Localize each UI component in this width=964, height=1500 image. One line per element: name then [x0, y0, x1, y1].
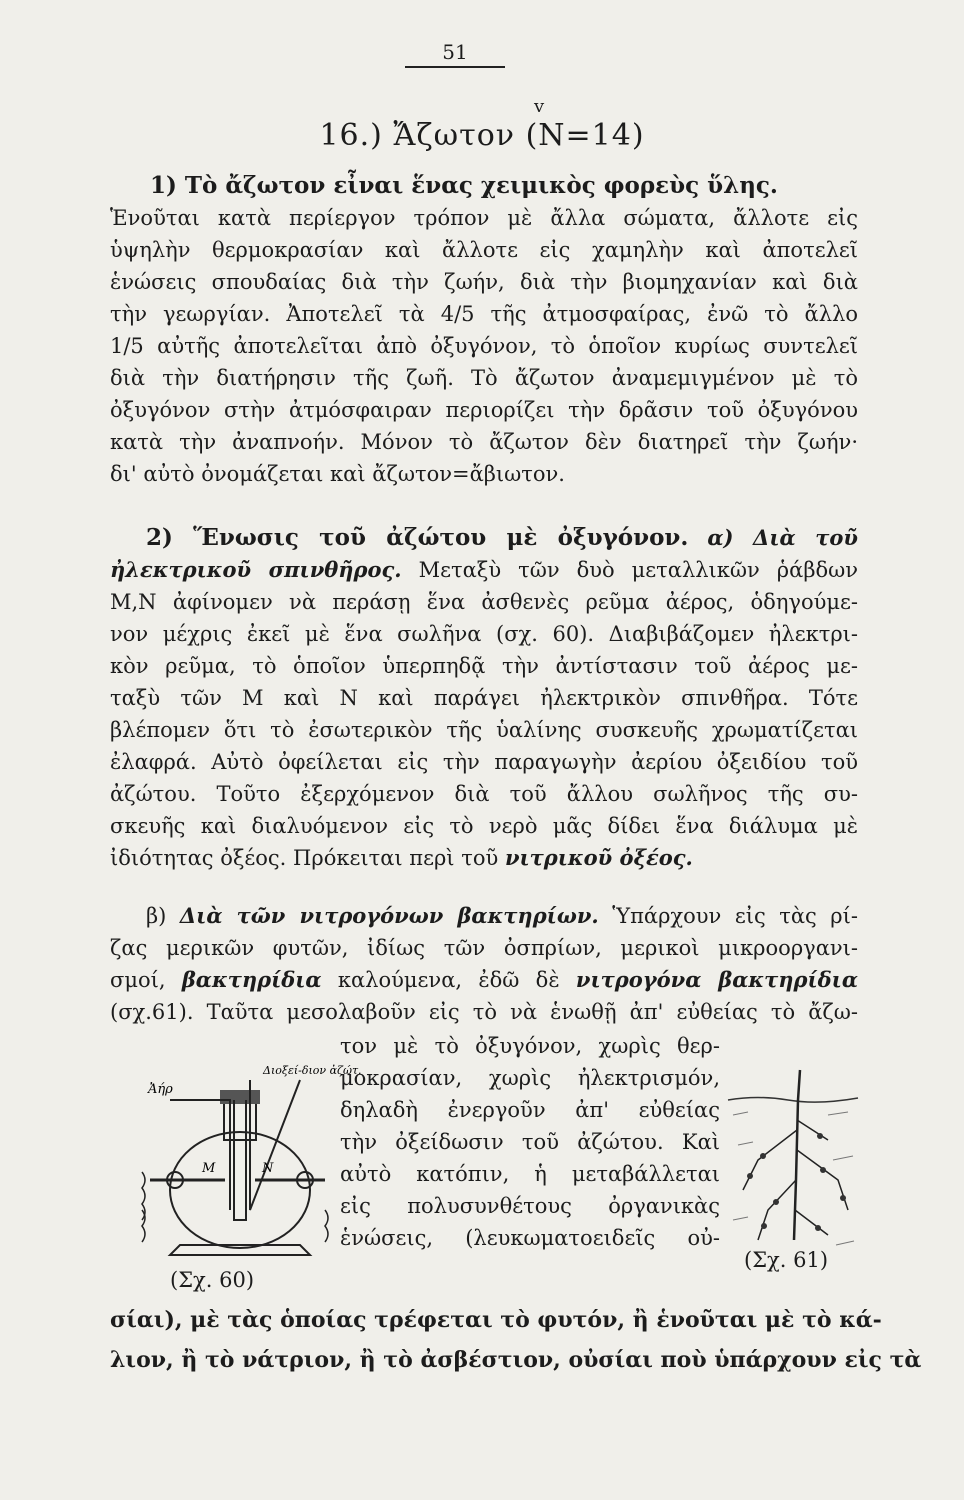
- section-1-heading: 1) Τὸ ἄζωτον εἶναι ἕνας χειμικὸς φορεὺς ὕλης.: [150, 172, 778, 199]
- paragraph-line: ὀξυγόνον στὴν ἀτμόσφαιραν περιορίζει τὴν δρᾶσιν τοῦ ὀξυγόνου: [110, 398, 858, 422]
- paragraph-line: ζας μερικῶν φυτῶν, ἰδίως τῶν ὀσπρίων, μερικοὶ μικροοργανι-: [110, 936, 858, 960]
- chapter-title: [0, 96, 964, 153]
- paragraph-line: (σχ.61). Ταῦτα μεσολαβοῦν εἰς τὸ νὰ ἑνωθῇ ἀπ' εὐθείας τὸ ἄζω-: [110, 1000, 858, 1024]
- paragraph-line: [110, 842, 858, 874]
- paragraph-line: κὸν ρεῦμα, τὸ ὁποῖον ὑπερπηδᾷ τὴν ἀντίστασιν τοῦ ἀέρος με-: [110, 654, 858, 678]
- paragraph-line: ταξὺ τῶν M καὶ N καὶ παράγει ἠλεκτρικὸν σπινθῆρα. Τότε: [110, 686, 858, 710]
- paragraph-line: διὰ τὴν διατήρησιν τῆς ζωῆ. Τὸ ἄζωτον ἀναμεμιγμένον μὲ τὸ: [110, 366, 858, 390]
- main-root: [794, 1070, 800, 1240]
- paragraph-line: ἑνώσεις, (λευκωματοειδεῖς οὐ-: [340, 1226, 720, 1250]
- label-air: Ἀήρ: [148, 1082, 173, 1097]
- section-2a-heading: α) Διὰ τοῦ: [707, 525, 858, 550]
- label-m: M: [202, 1161, 216, 1176]
- paragraph-line: σκευῆς καὶ διαλυόμενον εἰς τὸ νερὸ μᾶς δίδει ἕνα διάλυμα μὲ: [110, 814, 858, 838]
- section-1: [110, 170, 858, 490]
- inline-text: καλούμενα, ἐδῶ δὲ: [337, 968, 560, 992]
- base: [170, 1245, 310, 1255]
- paragraph-line: 1/5 αὐτῆς ἀποτελεῖται ἀπὸ ὀξυγόνον, τὸ ὁποῖον κυρίως συντελεῖ: [110, 334, 858, 358]
- paragraph-line: σίαι), μὲ τὰς ὁποίας τρέφεται τὸ φυτόν, ἢ ἑνοῦται μὲ τὸ κά-: [110, 1307, 882, 1333]
- page-number: 51: [442, 40, 468, 64]
- paragraph-line: λιον, ἢ τὸ νάτριον, ἢ τὸ ἀσβέστιον, οὐσίαι ποὺ ὑπάρχουν εἰς τὰ: [110, 1347, 922, 1373]
- paragraph-line: τὴν ὀξείδωσιν τοῦ ἀζώτου. Καὶ: [340, 1130, 720, 1154]
- label-n: N: [262, 1161, 274, 1176]
- paragraph-line: M,N ἀφίνομεν νὰ περάσῃ ἕνα ἀσθενὲς ρεῦμα ἀέρος, ὁδηγούμε-: [110, 590, 858, 614]
- section-3: [110, 900, 858, 1028]
- section-3-lead: β): [146, 904, 167, 928]
- paragraph-line: ἑνώσεις σπουδαίας διὰ τὴν ζωήν, διὰ τὴν βιομηχανίαν καὶ διὰ: [110, 270, 858, 294]
- inline-term: ἠλεκτρικοῦ σπινθῆρος.: [110, 557, 402, 582]
- spring-left-lower: [142, 1210, 145, 1242]
- paragraph-line: [110, 964, 858, 996]
- section-2: [110, 522, 858, 874]
- inline-term: βακτηρίδια: [181, 967, 322, 992]
- paragraph-line: δηλαδὴ ἐνεργοῦν ἀπ' εὐθείας: [340, 1098, 720, 1122]
- paragraph-line: βλέπομεν ὅτι τὸ ἐσωτερικὸν τῆς ὑαλίνης συσκευῆς χρωματίζεται: [110, 718, 858, 742]
- flask-outline: [170, 1132, 310, 1248]
- paragraph-line: ἐλαφρά. Αὐτὸ ὀφείλεται εἰς τὴν παραγωγὴν ἀερίου ὀξειδίου τοῦ: [110, 750, 858, 774]
- inline-text: Μεταξὺ τῶν δυὸ μεταλλικῶν ῥάβδων: [418, 558, 858, 582]
- inner-tube: [234, 1100, 246, 1220]
- valence-mark: v: [534, 96, 546, 117]
- paragraph-line: δι' αὐτὸ ὀνομάζεται καὶ ἄζωτον=ἄβιωτον.: [110, 462, 565, 486]
- paragraph-line: νον μέχρις ἐκεῖ μὲ ἕνα σωλῆνα (σχ. 60). Διαβιβάζομεν ἠλεκτρι-: [110, 622, 858, 646]
- figure-column-text: [340, 1030, 720, 1254]
- paragraph-line: [110, 554, 858, 586]
- paragraph-line: μοκρασίαν, χωρὶς ἠλεκτρισμόν,: [340, 1066, 720, 1090]
- inline-term: νιτρικοῦ ὀξέος.: [504, 845, 693, 870]
- paragraph-line: ἀζώτου. Τοῦτο ἐξερχόμενον διὰ τοῦ ἄλλου σωλῆνος τῆς συ-: [110, 782, 858, 806]
- chapter-title-text: 16.) Ἄζωτον (N=14): [319, 118, 645, 153]
- stopper: [220, 1090, 260, 1104]
- section-2-heading-line: [110, 522, 858, 554]
- paragraph-line: κατὰ τὴν ἀναπνοήν. Μόνον τὸ ἄζωτον δὲν διατηρεῖ τὴν ζωήν·: [110, 430, 858, 454]
- figure-60-caption: (Σχ. 60): [170, 1268, 255, 1292]
- label-oxide: Διοξεί-διον ἀζώτ.: [263, 1064, 362, 1077]
- spring-right: [325, 1210, 328, 1242]
- page-number-rule: [405, 66, 505, 68]
- section-3-heading: Διὰ τῶν νιτρογόνων βακτηρίων.: [179, 903, 599, 928]
- soil-line: [728, 1098, 858, 1103]
- inline-text: Ὑπάρχουν εἰς τὰς ρί-: [612, 904, 858, 928]
- inline-text: ἰδιότητας ὀξέος. Πρόκειται περὶ τοῦ: [110, 846, 499, 870]
- paragraph-line: εἰς πολυσυνθέτους ὀργανικὰς: [340, 1194, 720, 1218]
- inline-text: σμοί,: [110, 968, 166, 992]
- paragraph-line: τον μὲ τὸ ὀξυγόνον, χωρὶς θερ-: [340, 1034, 720, 1058]
- paragraph-line: αὐτὸ κατόπιν, ἡ μεταβάλλεται: [340, 1162, 720, 1186]
- section-3-heading-line: [110, 900, 858, 932]
- figure-60-apparatus: [130, 1060, 362, 1260]
- paragraph-line: τὴν γεωργίαν. Ἀποτελεῖ τὰ 4/5 τῆς ἀτμοσφαίρας, ἐνῶ τὸ ἄλλο: [110, 302, 858, 326]
- figure-61-caption: (Σχ. 61): [744, 1248, 829, 1272]
- flask-neck: [224, 1100, 256, 1140]
- figure-61-roots: [728, 1070, 858, 1260]
- inline-term: νιτρογόνα βακτηρίδια: [575, 967, 858, 992]
- closing-paragraph: [110, 1300, 922, 1380]
- paragraph-line: Ἑνοῦται κατὰ περίεργον τρόπον μὲ ἄλλα σώματα, ἄλλοτε εἰς: [110, 206, 858, 230]
- section-2-heading: 2) Ἕνωσις τοῦ ἀζώτου μὲ ὀξυγόνον.: [146, 524, 689, 551]
- paragraph-line: ὑψηλὴν θερμοκρασίαν καὶ ἄλλοτε εἰς χαμηλὴν καὶ ἀποτελεῖ: [110, 238, 858, 262]
